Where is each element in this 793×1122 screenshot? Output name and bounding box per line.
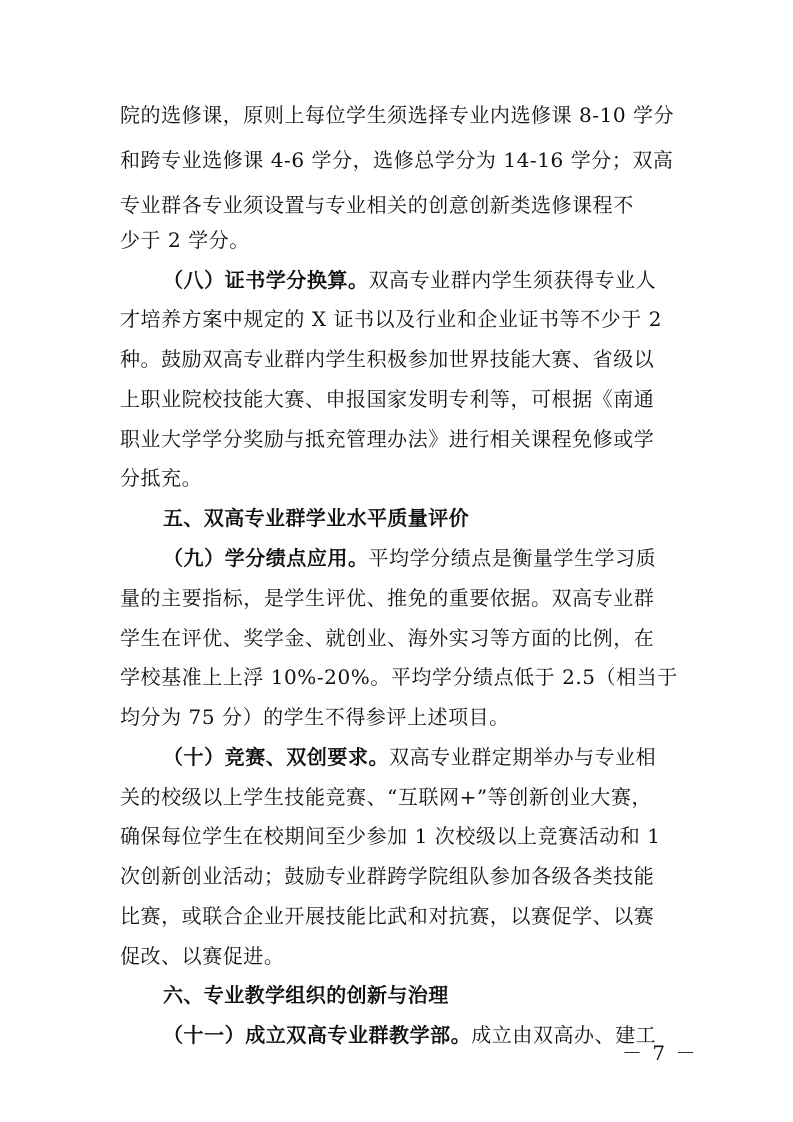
paragraph-2-line-3: 种。鼓励双高专业群内学生积极参加世界技能大赛、省级以 (120, 347, 655, 371)
paragraph-4-line-2: 关的校级以上学生技能竞赛、“互联网+”等创新创业大赛， (120, 785, 653, 809)
paragraph-3-title: （九）学分绩点应用。 (163, 546, 369, 570)
paragraph-1-line-3: 专业群各专业须设置与专业相关的创意创新类选修课程不 (120, 193, 634, 217)
paragraph-2-line-4: 上职业院校技能大赛、申报国家发明专利等，可根据《南通 (120, 387, 655, 411)
section-heading-6: 六、专业教学组织的创新与治理 (163, 983, 449, 1007)
paragraph-2-line-6: 分抵充。 (120, 466, 203, 490)
paragraph-4-line-6: 促改、以赛促进。 (120, 944, 285, 968)
paragraph-2-line-1 (163, 267, 656, 293)
paragraph-5-line-1 (163, 1022, 656, 1048)
paragraph-1-line-2: 和跨专业选修课 4-6 学分，选修总学分为 14-16 学分；双高 (120, 148, 674, 172)
paragraph-3-line-1-text: 平均学分绩点是衡量学生学习质 (368, 546, 657, 570)
paragraph-4-line-1-text: 双高专业群定期举办与专业相 (389, 745, 657, 769)
paragraph-1-line-4: 少于 2 学分。 (120, 228, 250, 252)
paragraph-4-line-1 (163, 744, 656, 770)
paragraph-2-title: （八）证书学分换算。 (163, 268, 369, 292)
paragraph-4-line-4: 次创新创业活动；鼓励专业群跨学院组队参加各级各类技能 (120, 864, 655, 888)
paragraph-3-line-4: 学校基准上上浮 10%-20%。平均学分绩点低于 2.5（相当于 (120, 665, 678, 689)
paragraph-5-line-1-text: 成立由双高办、建工 (471, 1023, 657, 1047)
paragraph-2-line-2: 才培养方案中规定的 X 证书以及行业和企业证书等不少于 2 (120, 307, 662, 331)
section-heading-5: 五、双高专业群学业水平质量评价 (163, 506, 469, 530)
paragraph-4-line-5: 比赛，或联合企业开展技能比武和对抗赛，以赛促学、以赛 (120, 904, 655, 928)
paragraph-3-line-3: 学生在评优、奖学金、就创业、海外实习等方面的比例，在 (120, 626, 655, 650)
paragraph-3-line-5: 均分为 75 分）的学生不得参评上述项目。 (120, 705, 510, 729)
paragraph-1-line-1: 院的选修课，原则上每位学生须选择专业内选修课 8-10 学分 (120, 103, 675, 127)
paragraph-4-title: （十）竞赛、双创要求。 (163, 745, 390, 769)
paragraph-3-line-2: 量的主要指标，是学生评优、推免的重要依据。双高专业群 (120, 586, 655, 610)
paragraph-5-title: （十一）成立双高专业群教学部。 (163, 1023, 472, 1047)
paragraph-2-line-1-text: 双高专业群内学生须获得专业人 (368, 268, 657, 292)
paragraph-2-line-5: 职业大学学分奖励与抵充管理办法》进行相关课程免修或学 (120, 427, 655, 451)
paragraph-3-line-1 (163, 545, 656, 571)
paragraph-4-line-3: 确保每位学生在校期间至少参加 1 次校级以上竞赛活动和 1 (120, 824, 661, 848)
page-number: － 7 － (622, 1041, 698, 1065)
